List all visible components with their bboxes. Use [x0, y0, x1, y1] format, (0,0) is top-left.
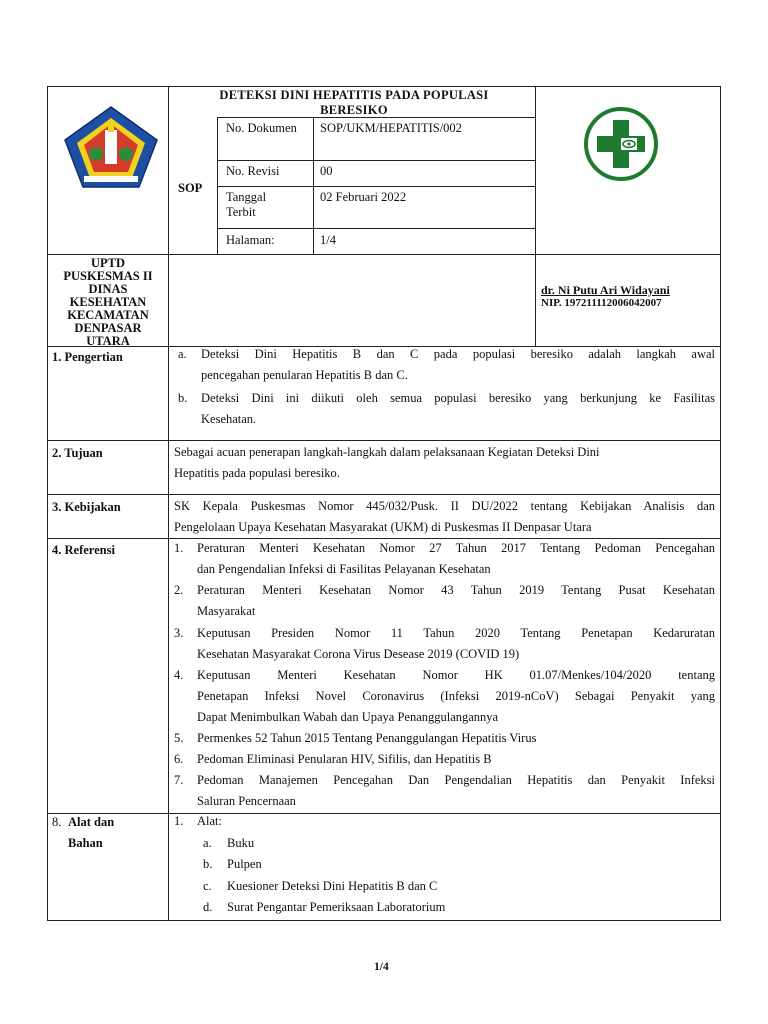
text-line: Pengelolaan Upaya Kesehatan Masyarakat (UKM) di Puskesmas II Denpasar Utara: [174, 520, 592, 534]
item-line: dan Pengendalian Infeksi di Fasilitas Pelayanan Kesehatan: [197, 562, 491, 576]
item-line: Keputusan Presiden Nomor 11 Tahun 2020 Tentang Penetapan Kedaruratan: [197, 626, 715, 640]
item-line: Pedoman Eliminasi Penularan HIV, Sifilis, dan Hepatitis B: [197, 752, 492, 766]
footer-page-number: 1/4: [374, 961, 389, 973]
list-item: [197, 623, 715, 665]
list-marker: 5.: [174, 731, 184, 745]
text-line: Sebagai acuan penerapan langkah-langkah dalam pelaksanaan Kegiatan Deteksi Dini: [174, 445, 600, 459]
sop-label: SOP: [178, 181, 203, 195]
list-item: [197, 580, 715, 622]
revision-label: No. Revisi: [226, 164, 280, 178]
item-line: Deteksi Dini Hepatitis B dan C pada populasi beresiko adalah langkah awal: [201, 347, 715, 361]
item-line: Permenkes 52 Tahun 2015 Tentang Penanggulangan Hepatitis Virus: [197, 731, 537, 745]
document-title: DETEKSI DINI HEPATITIS PADA POPULASI BERESIKO: [219, 88, 489, 117]
alat-group-marker: 1.: [174, 814, 184, 828]
tujuan-label: 2. Tujuan: [52, 446, 103, 460]
signatory-name: dr. Ni Putu Ari Widayani: [541, 283, 670, 297]
list-item: [201, 344, 715, 386]
alat-label-number: 8.: [52, 815, 62, 829]
list-marker: 3.: [174, 626, 184, 640]
item-line: Deteksi Dini ini diikuti oleh semua populasi beresiko yang berkunjung ke Fasilitas: [201, 391, 715, 405]
list-item: Buku: [227, 836, 255, 850]
text-line: SK Kepala Puskesmas Nomor 445/032/Pusk. II DU/2022 tentang Kebijakan Analisis dan: [174, 499, 715, 513]
list-item: Kuesioner Deteksi Dini Hepatitis B dan C: [227, 879, 438, 893]
kebijakan-text: [174, 496, 715, 538]
list-marker: 6.: [174, 752, 184, 766]
list-item: [197, 665, 715, 728]
tujuan-text: [174, 442, 715, 484]
referensi-label: 4. Referensi: [52, 543, 115, 557]
item-line: Pedoman Manajemen Pencegahan Dan Pengendalian Hepatitis dan Penyakit Infeksi: [197, 773, 715, 787]
item-line: Peraturan Menteri Kesehatan Nomor 27 Tahun 2017 Tentang Pedoman Pencegahan: [197, 541, 715, 555]
list-marker: b.: [203, 857, 213, 871]
doc-no-value: SOP/UKM/HEPATITIS/002: [320, 121, 462, 135]
list-marker: 7.: [174, 773, 184, 787]
list-item: [197, 770, 715, 812]
list-item: Pulpen: [227, 857, 262, 871]
revision-value: 00: [320, 164, 333, 178]
list-marker: 1.: [174, 541, 184, 555]
text-line: Hepatitis pada populasi beresiko.: [174, 466, 340, 480]
signatory-nip: NIP. 197211112006042007: [541, 297, 662, 309]
puskesmas-logo: [580, 104, 662, 184]
item-line: Kesehatan.: [201, 412, 257, 426]
alat-label-line2: Bahan: [68, 836, 103, 850]
organization-name: UPTD PUSKESMAS II DINAS KESEHATAN KECAMATAN DENPASAR UTARA: [63, 256, 153, 348]
item-line: Keputusan Menteri Kesehatan Nomor HK 01.07/Menkes/104/2020 tentang: [197, 668, 715, 682]
list-marker: 4.: [174, 668, 184, 682]
item-line: pencegahan penularan Hepatitis B dan C.: [201, 368, 408, 382]
page-label: Halaman:: [226, 233, 275, 247]
item-line: Kesehatan Masyarakat Corona Virus Desease 2019 (COVID 19): [197, 647, 520, 661]
date-value: 02 Februari 2022: [320, 190, 407, 204]
kebijakan-label: 3. Kebijakan: [52, 500, 121, 514]
doc-no-label: No. Dokumen: [226, 121, 297, 135]
list-item: [197, 728, 715, 749]
pengertian-label: 1. Pengertian: [52, 350, 123, 364]
item-line: Penetapan Infeksi Novel Coronavirus (Infeksi 2019-nCoV) Sebagai Penyakit yang: [197, 689, 715, 703]
list-marker: 2.: [174, 583, 184, 597]
list-marker: c.: [203, 879, 212, 893]
page-value: 1/4: [320, 233, 336, 247]
item-line: Peraturan Menteri Kesehatan Nomor 43 Tahun 2019 Tentang Pusat Kesehatan: [197, 583, 715, 597]
alat-label-line1: Alat dan: [68, 815, 115, 829]
list-marker: d.: [203, 900, 213, 914]
date-label: Tanggal Terbit: [226, 190, 267, 219]
list-item: [197, 538, 715, 580]
list-marker: b.: [178, 391, 188, 405]
list-item: [197, 749, 715, 770]
list-marker: a.: [203, 836, 212, 850]
item-line: Dapat Menimbulkan Wabah dan Upaya Penanggulangannya: [197, 710, 499, 724]
list-marker: a.: [178, 347, 187, 361]
alat-group-label: Alat:: [197, 814, 222, 828]
list-item: Surat Pengantar Pemeriksaan Laboratorium: [227, 900, 446, 914]
list-item: [201, 388, 715, 430]
regional-emblem: [62, 104, 160, 190]
item-line: Saluran Pencernaan: [197, 794, 296, 808]
item-line: Masyarakat: [197, 604, 256, 618]
